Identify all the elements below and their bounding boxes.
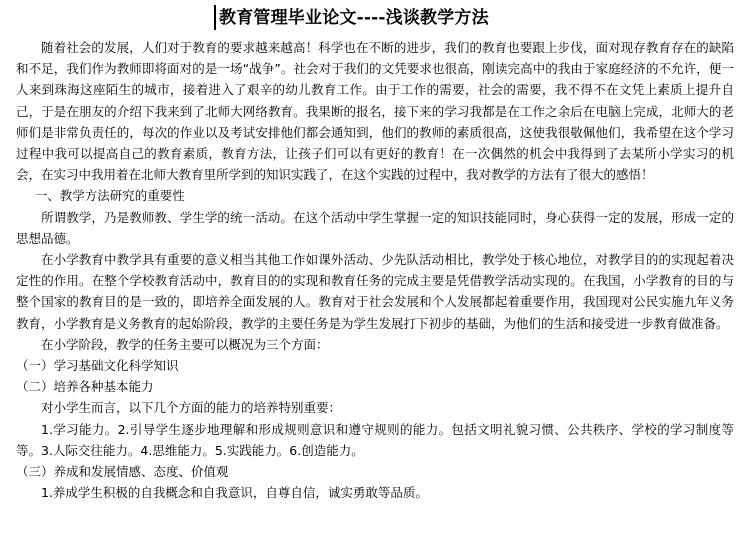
document-title: 教育管理毕业论文----浅谈教学方法 — [219, 8, 489, 28]
text-cursor — [214, 5, 216, 30]
section-heading-1: 一、教学方法研究的重要性 — [34, 188, 185, 204]
paragraph-tasks-intro: 在小学阶段，教学的任务主要可以概况为三个方面： — [41, 336, 329, 352]
subheading-2: （二）培养各种基本能力 — [16, 379, 154, 395]
subheading-3: （三）养成和发展情感、态度、价值观 — [16, 464, 229, 480]
paragraph-intro: 随着社会的发展，人们对于教育的要求越来越高！科学也在不断的进步，我们的教育也要跟上步伐，面对现存教育存在的缺陷和不足，我们作为教师即将面对的是一场“战争”。社会对于我们的文凭要求也很高，刚读完高中的我由于家庭经济的不允许，便一人来到珠海这座陌生的城市，接着进入了艰辛的幼儿教育工作。由于工作的需要，社会的需要，我不得不在文凭上素质上提升自己，于是在朋友的介绍下我来到了北师大网络教育。我果断的报名，接下来的学习我都是在工作之余后在电脑上完成，北师大的老师们是非常负责任的，每次的作业以及考试安排他们都会通知到，他们的教师的素质很高，这使我很敬佩他们，我希望在这个学习过程中我可以提高自己的教育素质，教育方法，让孩子们可以有更好的教育！在一次偶然的机会中我得到了去某所小学实习的机会，在实习中我用着在北师大教育里所学到的知识实践了，在这个实践的过程中，我对教学的方法有了很大的感悟！ — [16, 40, 734, 183]
document-body — [16, 37, 734, 503]
paragraph-teaching-definition: 所谓教学，乃是教师教、学生学的统一活动。在这个活动中学生掌握一定的知识技能同时，身心获得一定的发展，形成一定的思想品德。 — [16, 209, 734, 246]
paragraph-abilities-intro: 对小学生而言，以下几个方面的能力的培养特别重要： — [41, 400, 342, 416]
paragraph-values-item: 1.养成学生积极的自我概念和自我意识，自尊自信，诚实勇敢等品质。 — [41, 485, 428, 501]
paragraph-teaching-importance: 在小学教育中教学具有重要的意义相当其他工作如课外活动、少先队活动相比，教学处于核心地位，对教学目的的实现起着决定性的作用。在整个学校教育活动中，教育目的的实现和教育任务的完成主要是凭借教学活动实现的。在我国，小学教育的目的与整个国家的教育目的是一致的，即培养全面发展的人。教育对于社会发展和个人发展都起着重要作用，我国现对公民实施九年义务教育，小学教育是义务教育的起始阶段，教学的主要任务是为学生发展打下初步的基础，为他们的生活和接受进一步教育做准备。 — [16, 252, 734, 331]
subheading-1: （一）学习基础文化科学知识 — [16, 358, 179, 374]
paragraph-abilities-list: 1.学习能力。2.引导学生逐步地理解和形成规则意识和遵守规则的能力。包括文明礼貌习惯、公共秩序、学校的学习制度等等。3.人际交往能力。4.思维能力。5.实践能力。6.创造能力。 — [16, 421, 734, 458]
